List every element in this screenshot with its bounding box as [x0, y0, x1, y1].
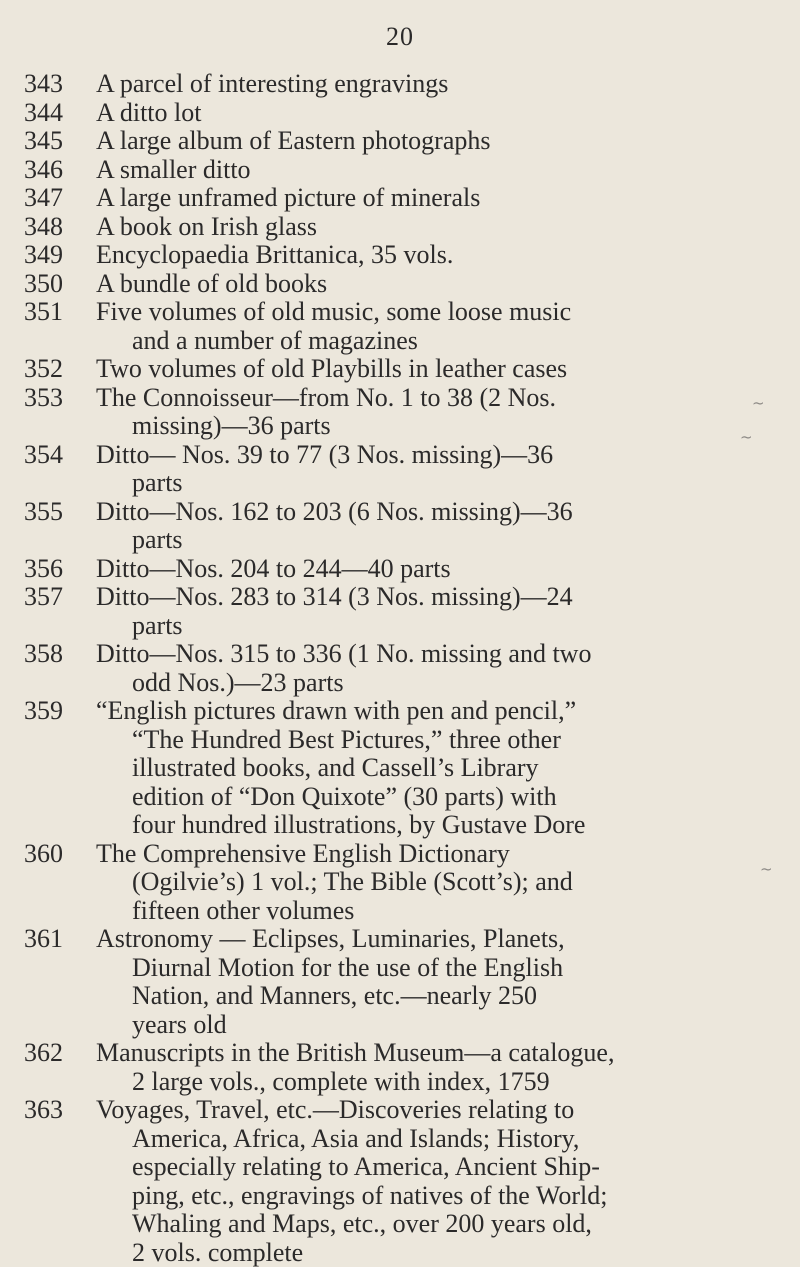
lot-description-line: especially relating to America, Ancient Ship-	[96, 1153, 784, 1182]
lot-description-line: Voyages, Travel, etc.—Discoveries relating to	[96, 1096, 784, 1125]
lot-description-line: Encyclopaedia Brittanica, 35 vols.	[96, 241, 784, 270]
lot-number: 362	[24, 1039, 96, 1096]
lot-description-line: Two volumes of old Playbills in leather cases	[96, 355, 784, 384]
lot-number: 353	[24, 384, 96, 441]
lot-description-line: four hundred illustrations, by Gustave Dore	[96, 811, 784, 840]
lot-number: 347	[24, 184, 96, 213]
pencil-mark: ~	[760, 860, 773, 878]
lot-description-line: ping, etc., engravings of natives of the World;	[96, 1182, 784, 1211]
lot-description-line: Astronomy — Eclipses, Luminaries, Planets,	[96, 925, 784, 954]
lot-entry	[24, 270, 784, 299]
lot-description-line: A parcel of interesting engravings	[96, 70, 784, 99]
lot-number: 359	[24, 697, 96, 840]
lot-description	[96, 270, 784, 299]
lot-list	[24, 70, 784, 1267]
lot-entry	[24, 583, 784, 640]
lot-description-line: A bundle of old books	[96, 270, 784, 299]
lot-description-line: missing)—36 parts	[96, 412, 784, 441]
lot-description-line: fifteen other volumes	[96, 897, 784, 926]
lot-entry	[24, 184, 784, 213]
lot-number: 355	[24, 498, 96, 555]
lot-description-line: parts	[96, 469, 784, 498]
lot-description-line: America, Africa, Asia and Islands; History,	[96, 1125, 784, 1154]
lot-number: 356	[24, 555, 96, 584]
lot-description	[96, 241, 784, 270]
lot-description-line: Whaling and Maps, etc., over 200 years old,	[96, 1210, 784, 1239]
lot-description	[96, 298, 784, 355]
lot-number: 351	[24, 298, 96, 355]
lot-description-line: A smaller ditto	[96, 156, 784, 185]
lot-description-line: Ditto— Nos. 39 to 77 (3 Nos. missing)—36	[96, 441, 784, 470]
lot-number: 352	[24, 355, 96, 384]
lot-description	[96, 697, 784, 840]
lot-description-line: (Ogilvie’s) 1 vol.; The Bible (Scott’s); and	[96, 868, 784, 897]
lot-entry	[24, 498, 784, 555]
lot-description-line: A large album of Eastern photographs	[96, 127, 784, 156]
lot-number: 363	[24, 1096, 96, 1267]
lot-description-line: Ditto—Nos. 204 to 244—40 parts	[96, 555, 784, 584]
lot-entry	[24, 697, 784, 840]
lot-description-line: Ditto—Nos. 315 to 336 (1 No. missing and two	[96, 640, 784, 669]
lot-entry	[24, 99, 784, 128]
lot-description-line: “English pictures drawn with pen and pencil,”	[96, 697, 784, 726]
lot-description-line: Ditto—Nos. 162 to 203 (6 Nos. missing)—36	[96, 498, 784, 527]
lot-description	[96, 213, 784, 242]
lot-entry	[24, 384, 784, 441]
lot-description	[96, 99, 784, 128]
lot-description-line: Ditto—Nos. 283 to 314 (3 Nos. missing)—24	[96, 583, 784, 612]
lot-description-line: Five volumes of old music, some loose music	[96, 298, 784, 327]
lot-description-line: Manuscripts in the British Museum—a catalogue,	[96, 1039, 784, 1068]
lot-number: 357	[24, 583, 96, 640]
lot-entry	[24, 555, 784, 584]
lot-description-line: years old	[96, 1011, 784, 1040]
lot-entry	[24, 70, 784, 99]
lot-entry	[24, 355, 784, 384]
lot-number: 360	[24, 840, 96, 926]
lot-number: 346	[24, 156, 96, 185]
lot-description-line: 2 vols. complete	[96, 1239, 784, 1267]
lot-entry	[24, 241, 784, 270]
lot-number: 343	[24, 70, 96, 99]
lot-description-line: A book on Irish glass	[96, 213, 784, 242]
lot-number: 344	[24, 99, 96, 128]
lot-description	[96, 555, 784, 584]
lot-description	[96, 1096, 784, 1267]
lot-description-line: parts	[96, 526, 784, 555]
lot-description-line: The Comprehensive English Dictionary	[96, 840, 784, 869]
lot-description	[96, 184, 784, 213]
lot-description	[96, 384, 784, 441]
pencil-mark: ~	[752, 394, 765, 412]
lot-description-line: A ditto lot	[96, 99, 784, 128]
lot-number: 358	[24, 640, 96, 697]
lot-entry	[24, 127, 784, 156]
lot-description-line: parts	[96, 612, 784, 641]
lot-description-line: edition of “Don Quixote” (30 parts) with	[96, 783, 784, 812]
lot-entry	[24, 1096, 784, 1267]
lot-description-line: odd Nos.)—23 parts	[96, 669, 784, 698]
lot-entry	[24, 925, 784, 1039]
lot-description-line: The Connoisseur—from No. 1 to 38 (2 Nos.	[96, 384, 784, 413]
lot-description-line: Nation, and Manners, etc.—nearly 250	[96, 982, 784, 1011]
lot-description-line: Diurnal Motion for the use of the English	[96, 954, 784, 983]
lot-description	[96, 498, 784, 555]
lot-entry	[24, 640, 784, 697]
lot-entry	[24, 1039, 784, 1096]
lot-description	[96, 840, 784, 926]
lot-description	[96, 127, 784, 156]
lot-entry	[24, 298, 784, 355]
lot-description-line: A large unframed picture of minerals	[96, 184, 784, 213]
lot-number: 349	[24, 241, 96, 270]
lot-number: 361	[24, 925, 96, 1039]
lot-description	[96, 355, 784, 384]
lot-description-line: “The Hundred Best Pictures,” three other	[96, 726, 784, 755]
lot-entry	[24, 840, 784, 926]
lot-entry	[24, 441, 784, 498]
lot-description	[96, 640, 784, 697]
lot-description	[96, 583, 784, 640]
lot-description-line: and a number of magazines	[96, 327, 784, 356]
page-number: 20	[0, 22, 800, 52]
lot-entry	[24, 156, 784, 185]
lot-description-line: illustrated books, and Cassell’s Library	[96, 754, 784, 783]
lot-number: 345	[24, 127, 96, 156]
lot-description	[96, 156, 784, 185]
lot-description	[96, 1039, 784, 1096]
lot-description	[96, 925, 784, 1039]
lot-number: 350	[24, 270, 96, 299]
lot-description	[96, 441, 784, 498]
lot-entry	[24, 213, 784, 242]
lot-description-line: 2 large vols., complete with index, 1759	[96, 1068, 784, 1097]
lot-description	[96, 70, 784, 99]
lot-number: 354	[24, 441, 96, 498]
lot-number: 348	[24, 213, 96, 242]
pencil-mark: ~	[740, 428, 753, 446]
